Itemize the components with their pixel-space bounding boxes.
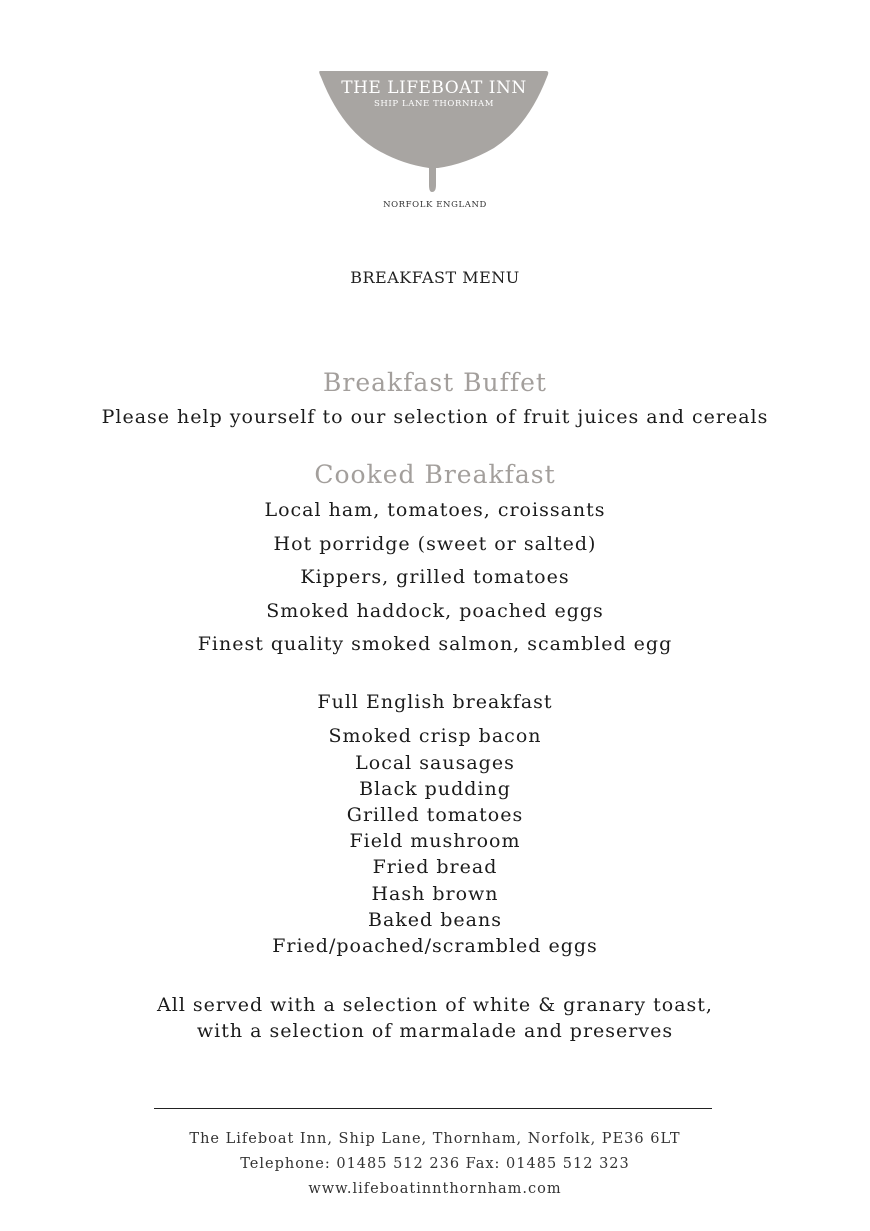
full-english-item: Smoked crisp bacon <box>328 725 542 747</box>
served-with-line: with a selection of marmalade and preserves <box>196 1020 674 1042</box>
cooked-item: Kippers, grilled tomatoes <box>300 566 570 588</box>
cooked-item: Finest quality smoked salmon, scambled egg <box>197 633 673 655</box>
footer-divider <box>154 1108 712 1109</box>
full-english-item: Grilled tomatoes <box>346 804 524 826</box>
cooked-item: Local ham, tomatoes, croissants <box>264 499 606 521</box>
footer-address: The Lifeboat Inn, Ship Lane, Thornham, Norfolk, PE36 6LT <box>189 1131 681 1147</box>
full-english-item: Local sausages <box>355 752 515 774</box>
full-english-item: Hash brown <box>371 883 499 905</box>
footer-website[interactable]: www.lifeboatinnthornham.com <box>308 1181 562 1197</box>
served-with-line: All served with a selection of white & granary toast, <box>157 994 713 1016</box>
cooked-heading: Cooked Breakfast <box>314 460 556 489</box>
logo-region: NORFOLK ENGLAND <box>383 200 487 210</box>
buffet-text: Please help yourself to our selection of fruit juices and cereals <box>101 406 769 428</box>
full-english-item: Field mushroom <box>349 830 521 852</box>
full-english-item: Black pudding <box>359 778 511 800</box>
menu-title: BREAKFAST MENU <box>350 268 520 287</box>
buffet-heading: Breakfast Buffet <box>323 368 547 397</box>
cooked-item: Hot porridge (sweet or salted) <box>273 533 597 555</box>
full-english-item: Fried bread <box>372 856 498 878</box>
cooked-item: Smoked haddock, poached eggs <box>266 600 604 622</box>
footer-phone: Telephone: 01485 512 236 Fax: 01485 512 323 <box>240 1156 630 1172</box>
full-english-heading: Full English breakfast <box>317 691 553 713</box>
logo-name: THE LIFEBOAT INN <box>341 78 527 98</box>
logo-subtitle: SHIP LANE THORNHAM <box>373 99 495 109</box>
full-english-item: Baked beans <box>368 909 502 931</box>
full-english-item: Fried/poached/scrambled eggs <box>272 935 598 957</box>
logo <box>318 68 550 196</box>
